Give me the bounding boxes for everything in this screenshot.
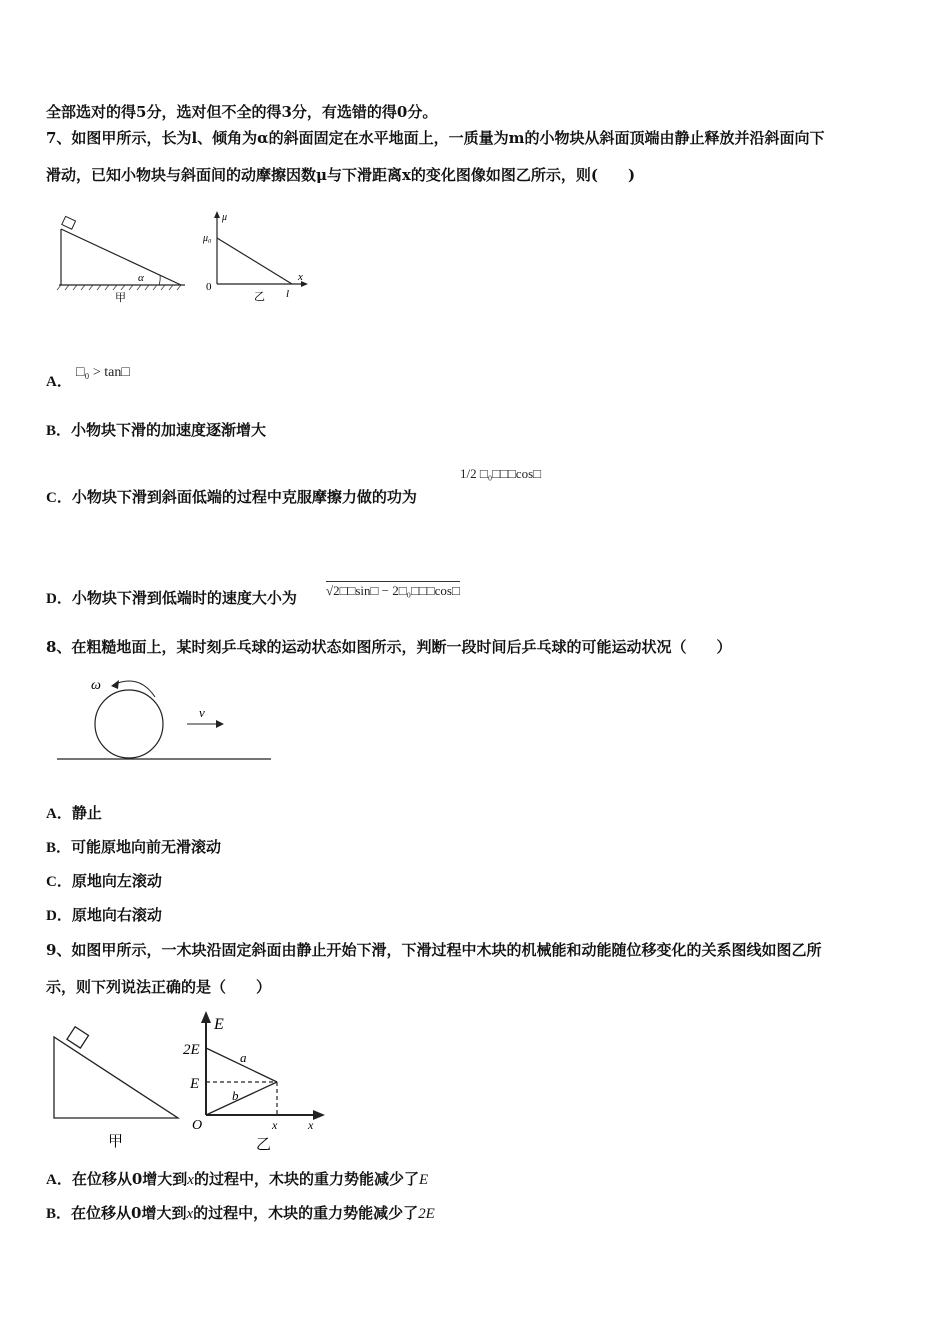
y-axis-mu-label: μ xyxy=(222,212,228,223)
option-label: D． xyxy=(46,908,72,924)
q7-figure-yi-mu-graph xyxy=(200,210,315,305)
option-label: B． xyxy=(46,840,72,856)
option-text: 静止 xyxy=(71,804,102,822)
option-label: A． xyxy=(46,374,72,390)
q7-option-c[interactable] xyxy=(46,487,417,508)
q8-stem-line1: 8、在粗糙地面上，某时刻乒乓球的运动状态如图所示，判断一段时间后乒乓球的可能运动状况（ ） xyxy=(46,638,732,656)
instructions-line: 全部选对的得5分，选对但不全的得3分，有选错的得0分。 xyxy=(46,103,438,121)
x-axis-label: x xyxy=(308,1118,314,1132)
origin-label: O xyxy=(192,1118,203,1133)
option-label: B． xyxy=(46,423,72,439)
x-axis-label: x xyxy=(298,271,303,283)
option-text: 小物块下滑到斜面低端的过程中克服摩擦力做的功为 xyxy=(71,488,417,506)
y-tick-mu0: μ₀ xyxy=(203,233,212,244)
q8-option-d[interactable] xyxy=(46,905,162,926)
q7-option-b[interactable] xyxy=(46,420,266,441)
q9-figure-jia xyxy=(50,1022,185,1152)
option-text-pre: 在位移从0增大到 xyxy=(71,1170,188,1188)
q8-option-a[interactable] xyxy=(46,803,102,824)
option-value: E xyxy=(418,1172,429,1188)
q7-option-d-formula: √2□□sin□ − 2□₀□□□cos□ xyxy=(326,583,460,598)
option-text-post: 的过程中，木块的重力势能减少了 xyxy=(193,1170,419,1188)
option-text: 原地向左滚动 xyxy=(71,872,162,890)
q7-stem-line2: 滑动，已知小物块与斜面间的动摩擦因数μ与下滑距离x的变化图像如图乙所示，则( ) xyxy=(46,166,636,184)
q8-option-c[interactable] xyxy=(46,871,162,892)
option-value: 2E xyxy=(418,1206,435,1222)
option-label: A． xyxy=(46,806,72,822)
fig-jia-caption: 甲 xyxy=(108,1134,124,1150)
x-tick-label: x xyxy=(272,1118,278,1132)
q9-stem-line1: 9、如图甲所示，一木块沿固定斜面由静止开始下滑，下滑过程中木块的机械能和动能随位移变化的关系图线如图乙所 xyxy=(46,941,822,959)
q8-option-b[interactable] xyxy=(46,837,221,858)
fig-yi-caption: 乙 xyxy=(256,1137,272,1153)
option-text: 小物块下滑到低端时的速度大小为 xyxy=(71,589,297,607)
fig-jia-caption: 甲 xyxy=(115,292,126,304)
q8-figure-ball xyxy=(55,670,275,765)
line-a-label: a xyxy=(240,1050,247,1065)
velocity-label: v xyxy=(199,705,205,720)
option-text-pre: 在位移从0增大到 xyxy=(71,1204,187,1222)
q7-option-a[interactable] xyxy=(46,371,72,392)
x-tick-l: l xyxy=(286,288,290,300)
y-tick-2e: 2E xyxy=(183,1042,200,1058)
option-text: 可能原地向前无滑滚动 xyxy=(71,838,222,856)
q7-figure-jia xyxy=(55,215,190,305)
q7-option-d[interactable] xyxy=(46,588,297,609)
option-label: A． xyxy=(46,1172,72,1188)
option-label: D． xyxy=(46,591,72,607)
q9-figure-yi-energy-graph xyxy=(180,1008,330,1158)
omega-label: ω xyxy=(91,678,101,693)
option-label: C． xyxy=(46,490,72,506)
option-text-post: 的过程中，木块的重力势能减少了 xyxy=(193,1204,419,1222)
option-label: B． xyxy=(46,1206,72,1222)
option-var: x xyxy=(186,1206,194,1222)
q7-stem-line1: 7、如图甲所示，长为l、倾角为α的斜面固定在水平地面上，一质量为m的小物块从斜面顶端由静止释放并沿斜面向下 xyxy=(46,129,825,147)
angle-alpha-label: α xyxy=(138,272,144,284)
q7-option-c-formula: 1/2 □₀□□□cos□ xyxy=(460,466,541,481)
q9-stem-line2: 示，则下列说法正确的是（ ） xyxy=(46,978,272,996)
q7-option-a-formula: □₀ > tan□ xyxy=(76,365,130,380)
q9-option-b[interactable] xyxy=(46,1203,435,1224)
q9-option-a[interactable] xyxy=(46,1169,428,1190)
line-b-label: b xyxy=(232,1088,239,1103)
option-label: C． xyxy=(46,874,72,890)
y-tick-e: E xyxy=(190,1076,200,1092)
option-var: x xyxy=(187,1172,194,1188)
option-text: 原地向右滚动 xyxy=(71,906,162,924)
fig-yi-caption: 乙 xyxy=(254,291,265,303)
option-text: 小物块下滑的加速度逐渐增大 xyxy=(71,421,267,439)
y-axis-e-label: E xyxy=(214,1016,224,1033)
origin-label: 0 xyxy=(206,281,212,293)
